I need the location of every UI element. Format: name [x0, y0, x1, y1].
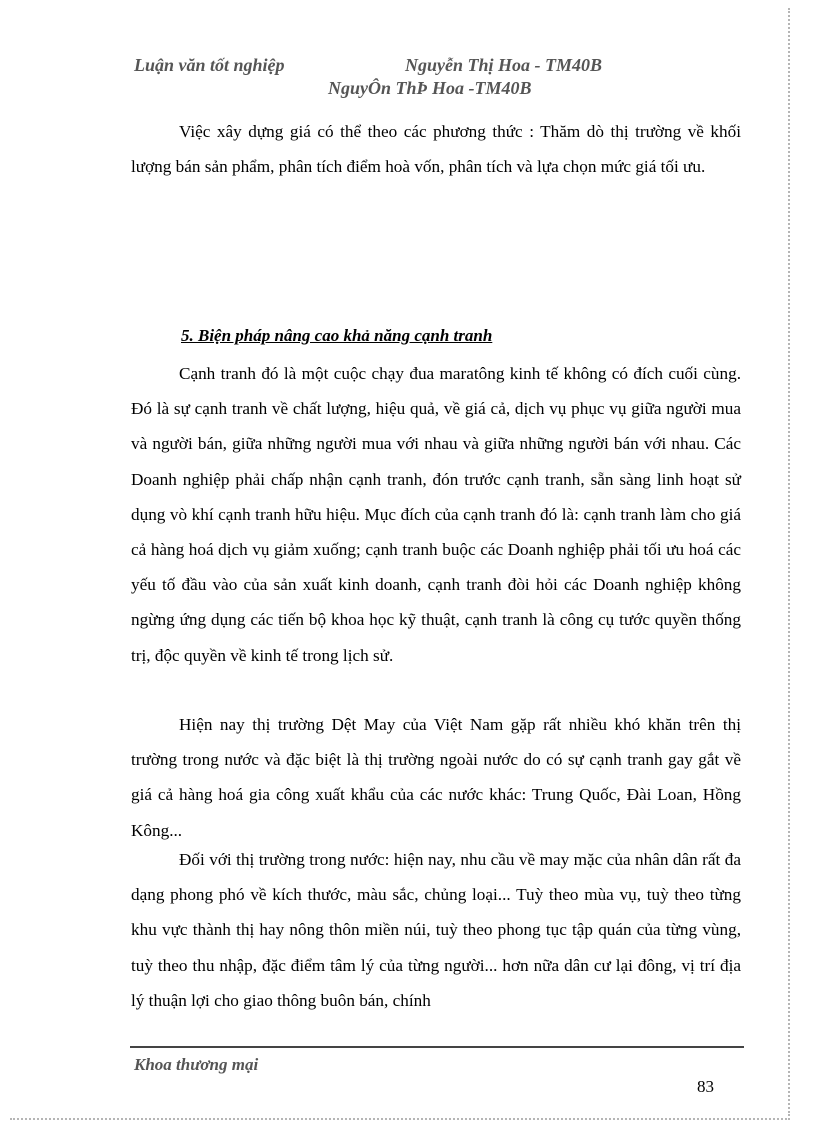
- header-author-legacy-encoding: NguyÔn ThÞ Hoa -TM40B: [328, 78, 532, 98]
- header-author: Nguyễn Thị Hoa - TM40B: [405, 55, 603, 75]
- page-edge-bottom: [10, 1118, 790, 1120]
- paragraph-text: Cạnh tranh đó là một cuộc chạy đua maratông kinh tế không có đích cuối cùng. Đó là sự cạnh tranh về chất lượng, hiệu quả, về giá cả, dịch vụ phục vụ giữa người mua và người bán, giữa những người mua với nhau và giữa những người bán với nhau. Các Doanh nghiệp phải chấp nhận cạnh tranh, đón trước cạnh tranh, sẵn sàng linh hoạt sử dụng vò khí cạnh tranh hữu hiệu. Mục đích của cạnh tranh đó là: cạnh tranh làm cho giá cả hàng hoá dịch vụ giảm xuống; cạnh tranh buộc các Doanh nghiệp phải tối ưu hoá các yếu tố đầu vào của sản xuất kinh doanh, cạnh tranh đòi hỏi các Doanh nghiệp không ngừng ứng dụng các tiến bộ khoa học kỹ thuật, cạnh tranh là công cụ tước quyền thống trị, độc quyền về kinh tế trong lịch sử.: [131, 364, 741, 665]
- header-thesis-label: Luận văn tốt nghiệp: [134, 55, 285, 75]
- paragraph-domestic-market: [131, 842, 741, 1018]
- paragraph-textile-market: [131, 707, 741, 848]
- page-number: 83: [697, 1077, 714, 1096]
- paragraph-text: Hiện nay thị trường Dệt May của Việt Nam gặp rất nhiều khó khăn trên thị trường trong nước và đặc biệt là thị trường ngoài nước do có sự cạnh tranh gay gắt về giá cả hàng hoá gia công xuất khẩu của các nước khác: Trung Quốc, Đài Loan, Hồng Kông...: [131, 715, 741, 840]
- section-heading: 5. Biện pháp nâng cao khả năng cạnh tranh: [181, 326, 493, 345]
- page-edge-right: [788, 8, 792, 1116]
- paragraph-competition-definition: [131, 356, 741, 673]
- paragraph-text: Việc xây dựng giá có thể theo các phương thức : Thăm dò thị trường về khối lượng bán sản phẩm, phân tích điểm hoà vốn, phân tích và lựa chọn mức giá tối ưu.: [131, 122, 741, 177]
- paragraph-text: Đối với thị trường trong nước: hiện nay, nhu cầu về may mặc của nhân dân rất đa dạng phong phó về kích thước, màu sắc, chủng loại... Tuỳ theo mùa vụ, tuỳ theo từng khu vực thành thị hay nông thôn miền núi, tuỳ theo phong tục tập quán của từng vùng, tuỳ theo thu nhập, đặc điểm tâm lý của từng người... hơn nữa dân cư lại đông, vị trí địa lý thuận lợi cho giao thông buôn bán, chính: [131, 850, 741, 1010]
- footer-divider: [130, 1046, 744, 1048]
- paragraph-pricing-methods: [131, 114, 741, 184]
- footer-department: Khoa thương mại: [134, 1055, 259, 1074]
